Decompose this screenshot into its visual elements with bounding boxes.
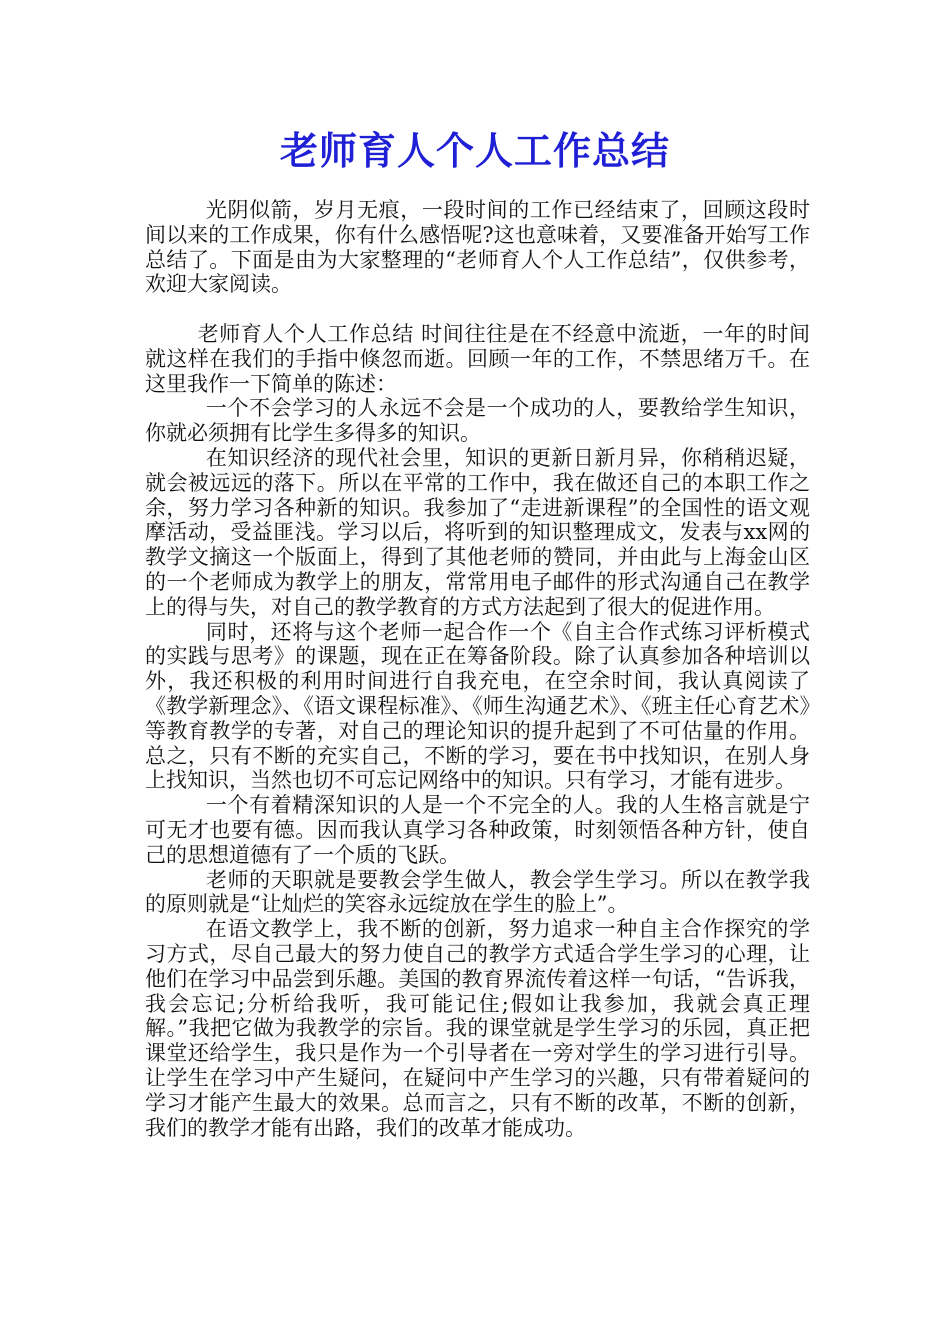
intro-section xyxy=(145,198,810,297)
body-paragraph-5: 一个有着精深知识的人是一个不完全的人。我的人生格言就是宁可无才也要有德。因而我认真学习各种政策，时刻领悟各种方针，使自己的思想道德有了一个质的飞跃。 xyxy=(145,793,810,867)
body-paragraph-1: 老师育人个人工作总结 时间往往是在不经意中流逝，一年的时间就这样在我们的手指中倏忽而逝。回顾一年的工作，不禁思绪万千。在这里我作一下简单的陈述： xyxy=(145,322,810,396)
body-paragraph-7: 在语文教学上，我不断的创新，努力追求一种自主合作探究的学习方式，尽自己最大的努力使自己的教学方式适合学生学习的心理，让他们在学习中品尝到乐趣。美国的教育界流传着这样一句话，“告诉我，我会忘记;分析给我听，我可能记住;假如让我参加，我就会真正理解。”我把它做为我教学的宗旨。我的课堂就是学生学习的乐园，真正把课堂还给学生，我只是作为一个引导者在一旁对学生的学习进行引导。让学生在学习中产生疑问，在疑问中产生学习的兴趣，只有带着疑问的学习才能产生最大的效果。总而言之，只有不断的改革，不断的创新，我们的教学才能有出路，我们的改革才能成功。 xyxy=(145,917,810,1140)
body-paragraph-3: 在知识经济的现代社会里，知识的更新日新月异，你稍稍迟疑，就会被远远的落下。所以在平常的工作中，我在做还自己的本职工作之余，努力学习各种新的知识。我参加了“走进新课程”的全国性的语文观摩活动，受益匪浅。学习以后，将听到的知识整理成文，发表与xx网的教学文摘这一个版面上，得到了其他老师的赞同，并由此与上海金山区的一个老师成为教学上的朋友，常常用电子邮件的形式沟通自己在教学上的得与失，对自己的教学教育的方式方法起到了很大的促进作用。 xyxy=(145,445,810,619)
main-section xyxy=(145,322,810,1140)
document-title: 老师育人个人工作总结 xyxy=(279,129,670,173)
body-paragraph-6: 老师的天职就是要教会学生做人，教会学生学习。所以在教学我的原则就是“让灿烂的笑容永远绽放在学生的脸上”。 xyxy=(145,867,810,917)
body-paragraph-4: 同时，还将与这个老师一起合作一个《自主合作式练习评析模式的实践与思考》的课题，现在正在筹备阶段。除了认真参加各种培训以外，我还积极的利用时间进行自我充电，在空余时间，我认真阅读了《教学新理念》、《语文课程标准》、《师生沟通艺术》、《班主任心育艺术》等教育教学的专著，对自己的理论知识的提升起到了不可估量的作用。总之，只有不断的充实自己，不断的学习，要在书中找知识，在别人身上找知识，当然也切不可忘记网络中的知识。只有学习，才能有进步。 xyxy=(145,619,810,793)
intro-paragraph: 光阴似箭，岁月无痕，一段时间的工作已经结束了，回顾这段时间以来的工作成果，你有什么感悟呢?这也意味着，又要准备开始写工作总结了。下面是由为大家整理的“老师育人个人工作总结”，仅供参考，欢迎大家阅读。 xyxy=(145,198,810,297)
body-paragraph-2: 一个不会学习的人永远不会是一个成功的人，要教给学生知识，你就必须拥有比学生多得多的知识。 xyxy=(145,396,810,446)
